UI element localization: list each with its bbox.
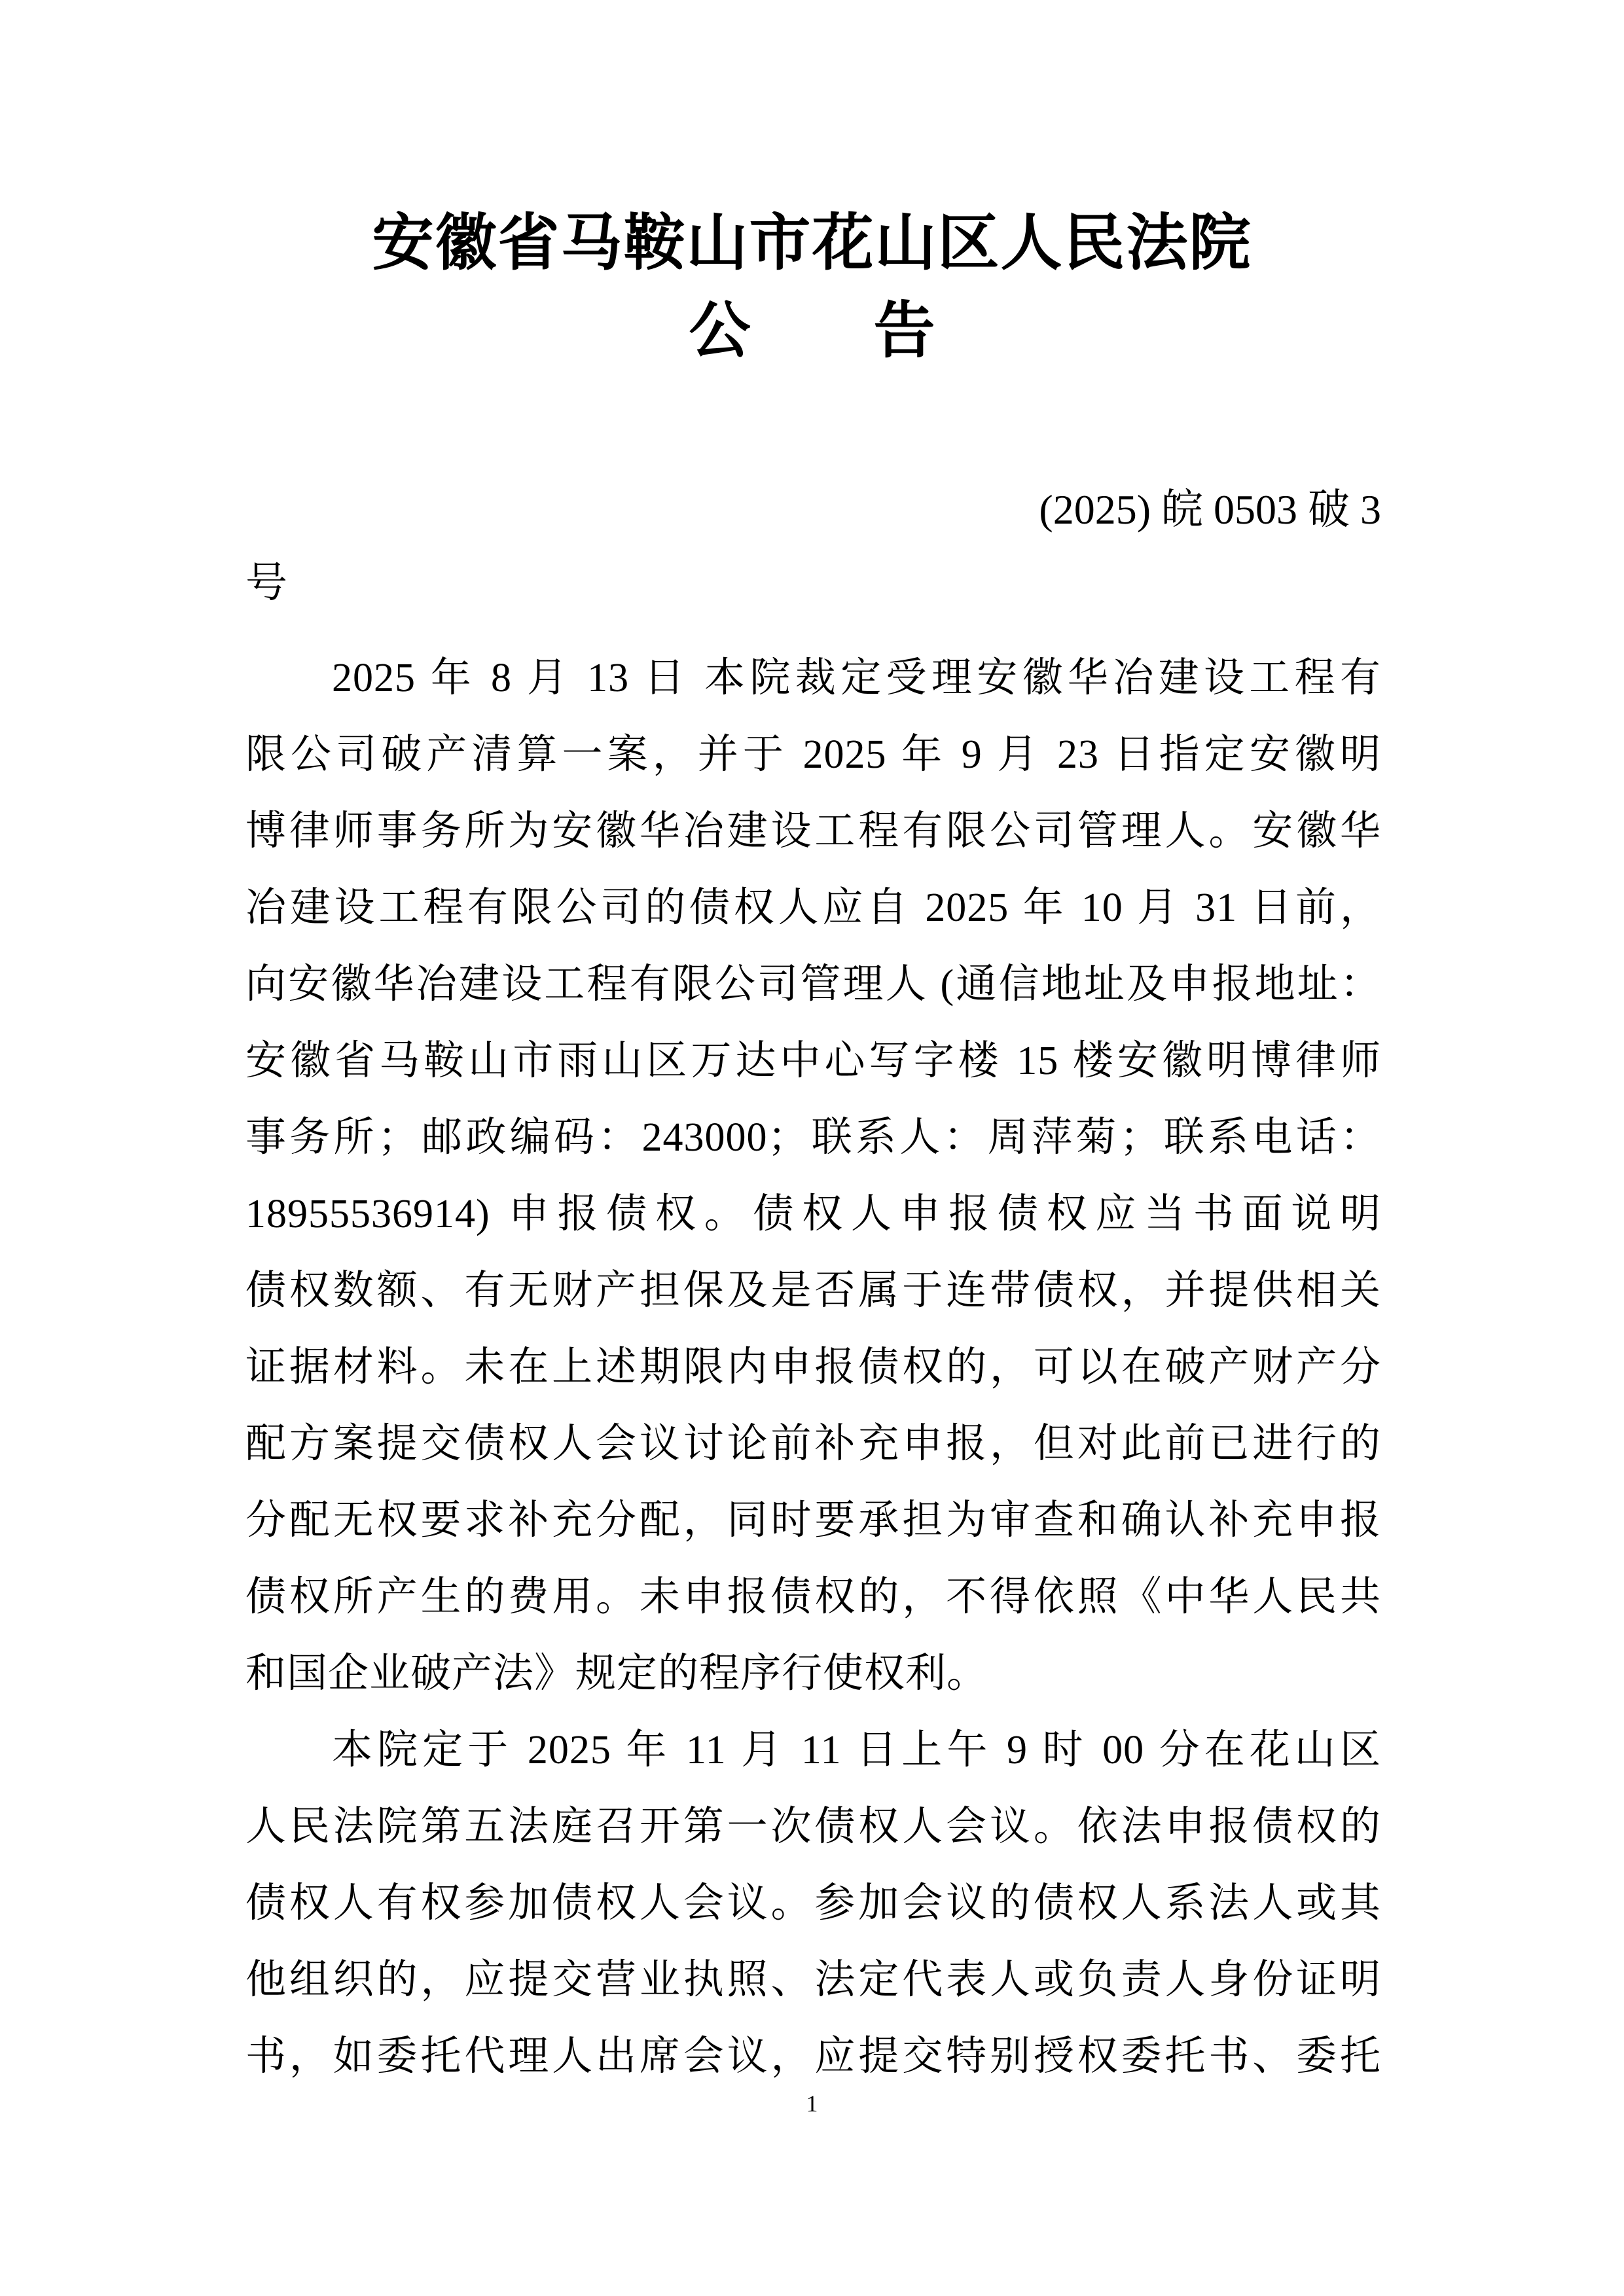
announcement-title: 公 告 — [689, 297, 935, 365]
body-line: 博律师事务所为安徽华冶建设工程有限公司管理人。安徽华 — [245, 809, 1381, 853]
body-line: 他组织的，应提交营业执照、法定代表人或负责人身份证明 — [245, 1958, 1381, 2002]
body-paragraph-2 — [245, 1712, 1381, 2095]
body-line: 事务所；邮政编码：243000；联系人：周萍菊；联系电话： — [245, 1115, 1381, 1160]
body-line: 安徽省马鞍山市雨山区万达中心写字楼 15 楼安徽明博律师 — [245, 1039, 1381, 1083]
body-line: 配方案提交债权人会议讨论前补充申报，但对此前已进行的 — [245, 1422, 1381, 1466]
body-line: 证据材料。未在上述期限内申报债权的，可以在破产财产分 — [245, 1345, 1381, 1390]
body-text — [245, 640, 1381, 2095]
body-line: 18955536914) 申报债权。债权人申报债权应当书面说明 — [245, 1192, 1381, 1236]
body-line: 债权人有权参加债权人会议。参加会议的债权人系法人或其 — [245, 1881, 1381, 1926]
case-number — [245, 473, 1381, 620]
body-line: 2025 年 8 月 13 日 本院裁定受理安徽华冶建设工程有 — [332, 656, 1381, 700]
body-paragraph-1 — [245, 640, 1381, 1712]
body-line: 向安徽华冶建设工程有限公司管理人 (通信地址及申报地址： — [245, 962, 1381, 1007]
body-line: 本院定于 2025 年 11 月 11 日上午 9 时 00 分在花山区 — [332, 1728, 1381, 1772]
body-line: 债权数额、有无财产担保及是否属于连带债权，并提供相关 — [245, 1268, 1381, 1313]
page-number: 1 — [806, 2090, 818, 2117]
court-name-title: 安徽省马鞍山市花山区人民法院 — [372, 209, 1252, 278]
body-line: 冶建设工程有限公司的债权人应自 2025 年 10 月 31 日前， — [245, 886, 1381, 930]
body-line: 和国企业破产法》规定的程序行使权利。 — [245, 1651, 988, 1696]
case-number-line-2: 号 — [245, 560, 287, 606]
body-line: 书，如委托代理人出席会议，应提交特别授权委托书、委托 — [245, 2034, 1381, 2079]
body-line: 债权所产生的费用。未申报债权的，不得依照《中华人民共 — [245, 1575, 1381, 1619]
case-number-line-1: (2025) 皖 0503 破 3 — [1039, 486, 1381, 533]
body-line: 限公司破产清算一案，并于 2025 年 9 月 23 日指定安徽明 — [245, 732, 1381, 777]
body-line: 人民法院第五法庭召开第一次债权人会议。依法申报债权的 — [245, 1804, 1381, 1849]
body-line: 分配无权要求补充分配，同时要承担为审查和确认补充申报 — [245, 1498, 1381, 1543]
